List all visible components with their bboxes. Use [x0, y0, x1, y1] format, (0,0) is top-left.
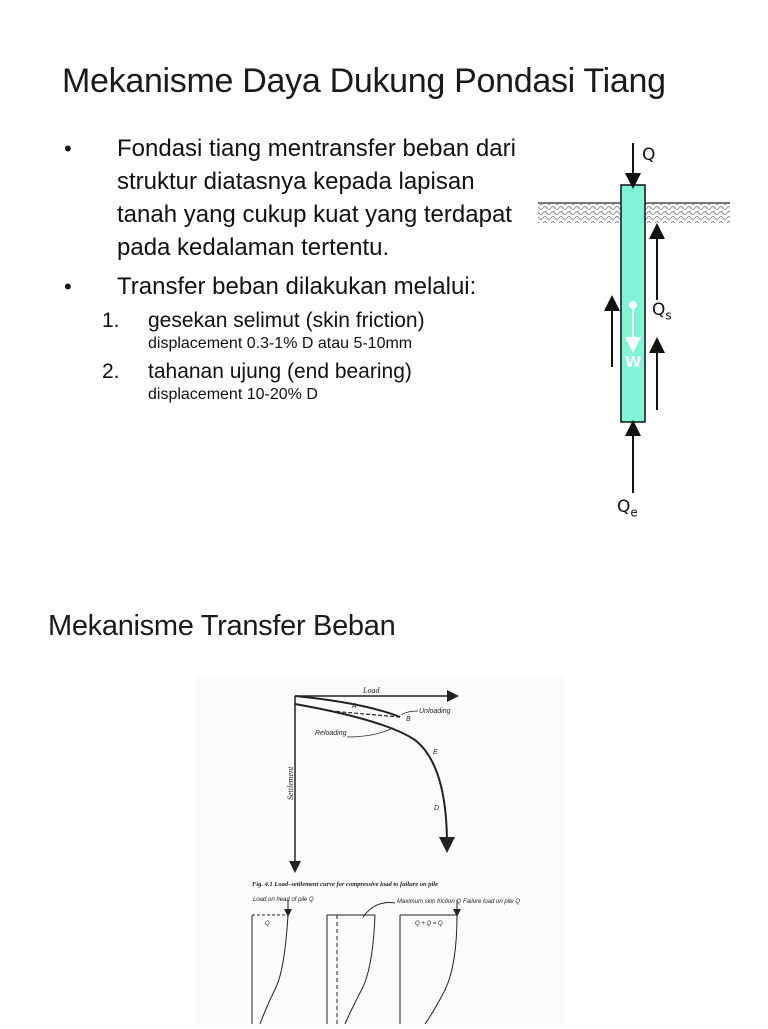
label-q: Q — [642, 145, 656, 165]
svg-text:E: E — [433, 749, 438, 756]
label-qs: $Q_s$ — [652, 300, 672, 323]
item-subtext: displacement 10-20% D — [148, 386, 318, 403]
pile-diagram-graphic — [535, 135, 740, 535]
svg-text:B: B — [406, 716, 411, 723]
label-qe: $Q_e$ — [617, 497, 638, 520]
numbered-item — [102, 307, 532, 354]
svg-text:Load on head of pile Q: Load on head of pile Q — [253, 897, 314, 903]
item-number: 2. — [102, 360, 120, 383]
svg-text:Fig. 4.1 Load–settlement cur: Fig. 4.1 Load–settlement curve for compressive load to failure on pile — [252, 881, 438, 888]
svg-text:Q + Q = Q: Q + Q = Q — [415, 921, 443, 927]
svg-text:Maximum skin friction Q: Maximum skin friction Q — [397, 899, 462, 905]
svg-text:Unloading: Unloading — [419, 708, 451, 715]
load-settlement-graphic — [195, 675, 565, 1024]
slide-transfer-beban — [0, 560, 768, 1024]
bullet-list — [62, 132, 532, 409]
svg-text:Reloading: Reloading — [315, 730, 347, 737]
svg-text:Q: Q — [265, 921, 270, 927]
bullet-marker: • — [64, 136, 72, 161]
bullet-text: Transfer beban dilakukan melalui: — [117, 273, 477, 300]
svg-text:D: D — [434, 805, 440, 812]
bullet-text: Fondasi tiang mentransfer beban dari struktur diatasnya kepada lapisan tanah yang cukup kuat yang terdapat pada kedalaman tertentu. — [117, 135, 516, 261]
svg-text:Failure load on pile Q: Failure load on pile Q — [463, 899, 521, 905]
bullet-item — [62, 132, 532, 264]
svg-text:A: A — [352, 703, 357, 710]
label-w: W — [625, 353, 642, 371]
pile-force-diagram — [535, 135, 740, 535]
item-text: tahanan ujung (end bearing) — [148, 360, 412, 383]
item-number: 1. — [102, 309, 120, 332]
load-settlement-figure — [195, 675, 565, 1024]
numbered-item — [102, 358, 532, 405]
slide-title: Mekanisme Daya Dukung Pondasi Tiang — [62, 62, 666, 100]
slide-title: Mekanisme Transfer Beban — [48, 610, 396, 642]
svg-text:Settlement: Settlement — [286, 766, 295, 800]
item-text: gesekan selimut (skin friction) — [148, 309, 425, 332]
numbered-list — [62, 307, 532, 405]
bullet-item — [62, 270, 532, 303]
bullet-marker: • — [64, 274, 72, 299]
item-subtext: displacement 0.3-1% D atau 5-10mm — [148, 335, 413, 352]
svg-text:Load: Load — [363, 686, 380, 695]
